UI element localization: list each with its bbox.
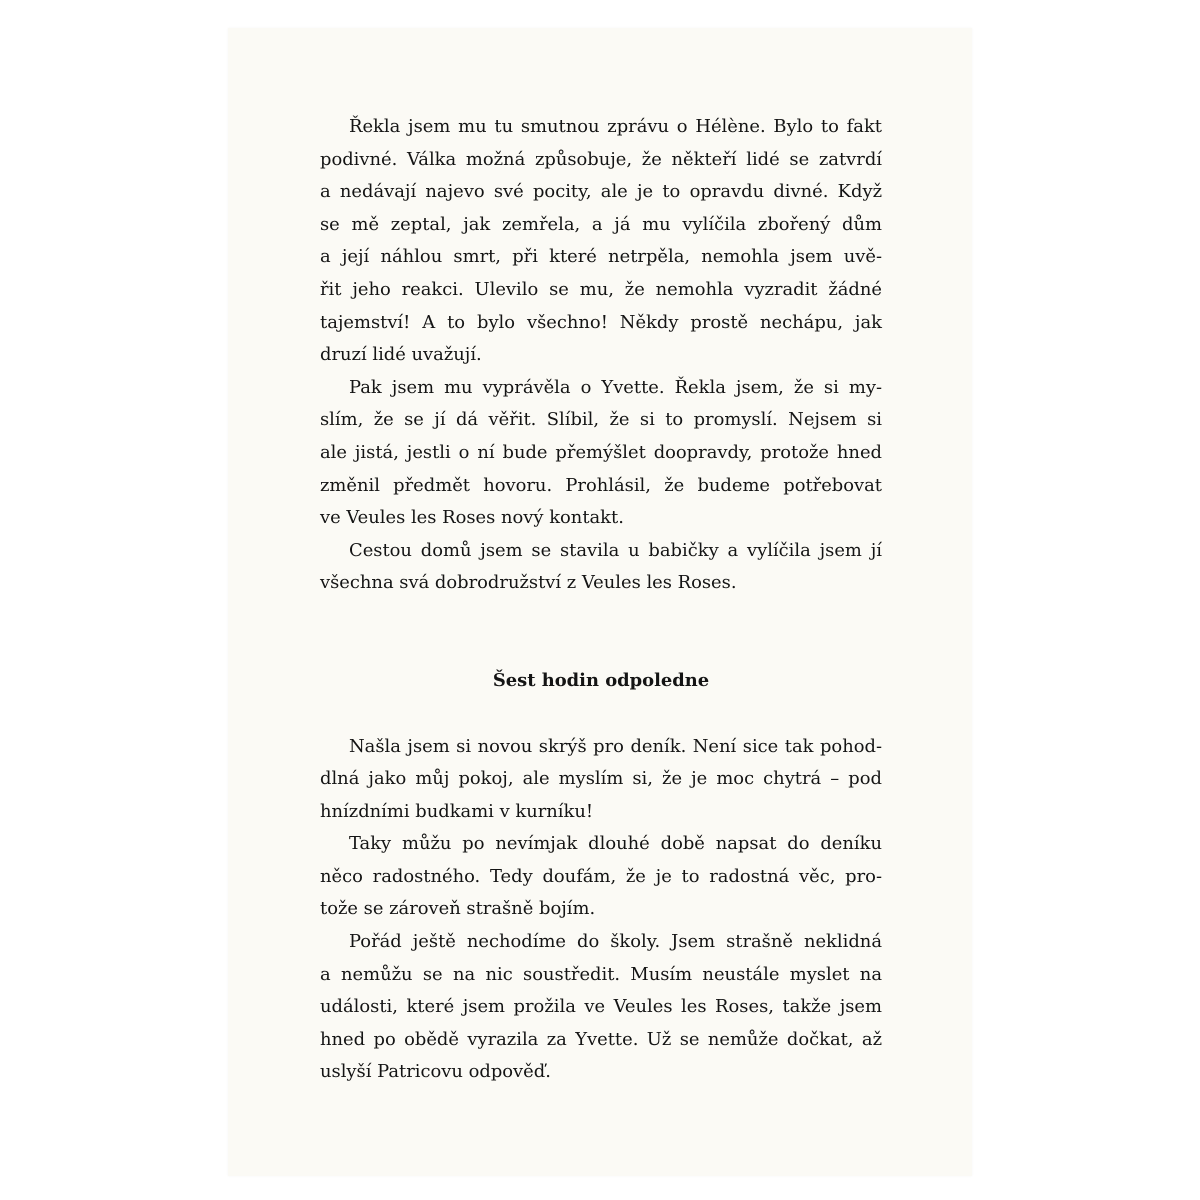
paragraph <box>320 828 882 926</box>
text-line: tože se zároveň strašně bojím. <box>320 898 596 920</box>
text-line: druzí lidé uvažují. <box>320 344 482 366</box>
text-line: ale jistá, jestli o ní bude přemýšlet doopravdy, protože hned <box>320 441 882 463</box>
text-line: řit jeho reakci. Ulevilo se mu, že nemohla vyzradit žádné <box>320 278 882 300</box>
text-line: a nemůžu se na nic soustředit. Musím neustále myslet na <box>320 963 882 985</box>
paragraph <box>320 372 882 535</box>
text-line: hnízdními budkami v kurníku! <box>320 800 594 822</box>
text-line: všechna svá dobrodružství z Veules les Roses. <box>320 572 737 594</box>
section-six-pm <box>320 731 882 1090</box>
text-line: Pak jsem mu vyprávěla o Yvette. Řekla jsem, že si my- <box>349 376 882 398</box>
text-line: Cestou domů jsem se stavila u babičky a vylíčila jsem jí <box>349 539 882 561</box>
section-spacer <box>320 600 882 665</box>
section-heading: Šest hodin odpoledne <box>492 669 710 691</box>
paragraph <box>320 731 882 829</box>
text-line: a nedávají najevo své pocity, ale je to opravdu divné. Když <box>320 181 882 203</box>
text-line: něco radostného. Tedy doufám, že je to radostná věc, pro- <box>320 865 882 887</box>
text-line: Taky můžu po nevímjak dlouhé době napsat do deníku <box>349 833 882 855</box>
text-line: uslyší Patricovu odpověď. <box>320 1061 551 1083</box>
paragraph <box>320 111 882 372</box>
text-line: tajemství! A to bylo všechno! Někdy prostě nechápu, jak <box>320 311 882 333</box>
text-line: Řekla jsem mu tu smutnou zprávu o Hélène. Bylo to fakt <box>349 116 882 137</box>
heading-spacer <box>320 698 882 731</box>
text-line: dlná jako můj pokoj, ale myslím si, že je moc chytrá – pod <box>320 768 882 790</box>
paragraph <box>320 535 882 600</box>
section-evening-report <box>320 111 882 600</box>
page-text <box>320 111 882 1089</box>
text-line: Pořád ještě nechodíme do školy. Jsem strašně neklidná <box>349 931 882 953</box>
text-line: se mě zeptal, jak zemřela, a já mu vylíčila zbořený dům <box>320 213 882 235</box>
text-line: a její náhlou smrt, při které netrpěla, nemohla jsem uvě- <box>320 246 882 268</box>
text-line: slím, že se jí dá věřit. Slíbil, že si to promyslí. Nejsem si <box>320 409 882 431</box>
text-line: události, které jsem prožila ve Veules les Roses, takže jsem <box>320 996 882 1018</box>
text-line: hned po obědě vyrazila za Yvette. Už se nemůže dočkat, až <box>320 1028 882 1050</box>
text-line: ve Veules les Roses nový kontakt. <box>320 507 624 529</box>
text-line: podivné. Válka možná způsobuje, že někteří lidé se zatvrdí <box>320 148 882 170</box>
text-line: změnil předmět hovoru. Prohlásil, že budeme potřebovat <box>320 474 882 496</box>
paragraph <box>320 926 882 1089</box>
text-line: Našla jsem si novou skrýš pro deník. Není sice tak pohod- <box>349 735 882 757</box>
